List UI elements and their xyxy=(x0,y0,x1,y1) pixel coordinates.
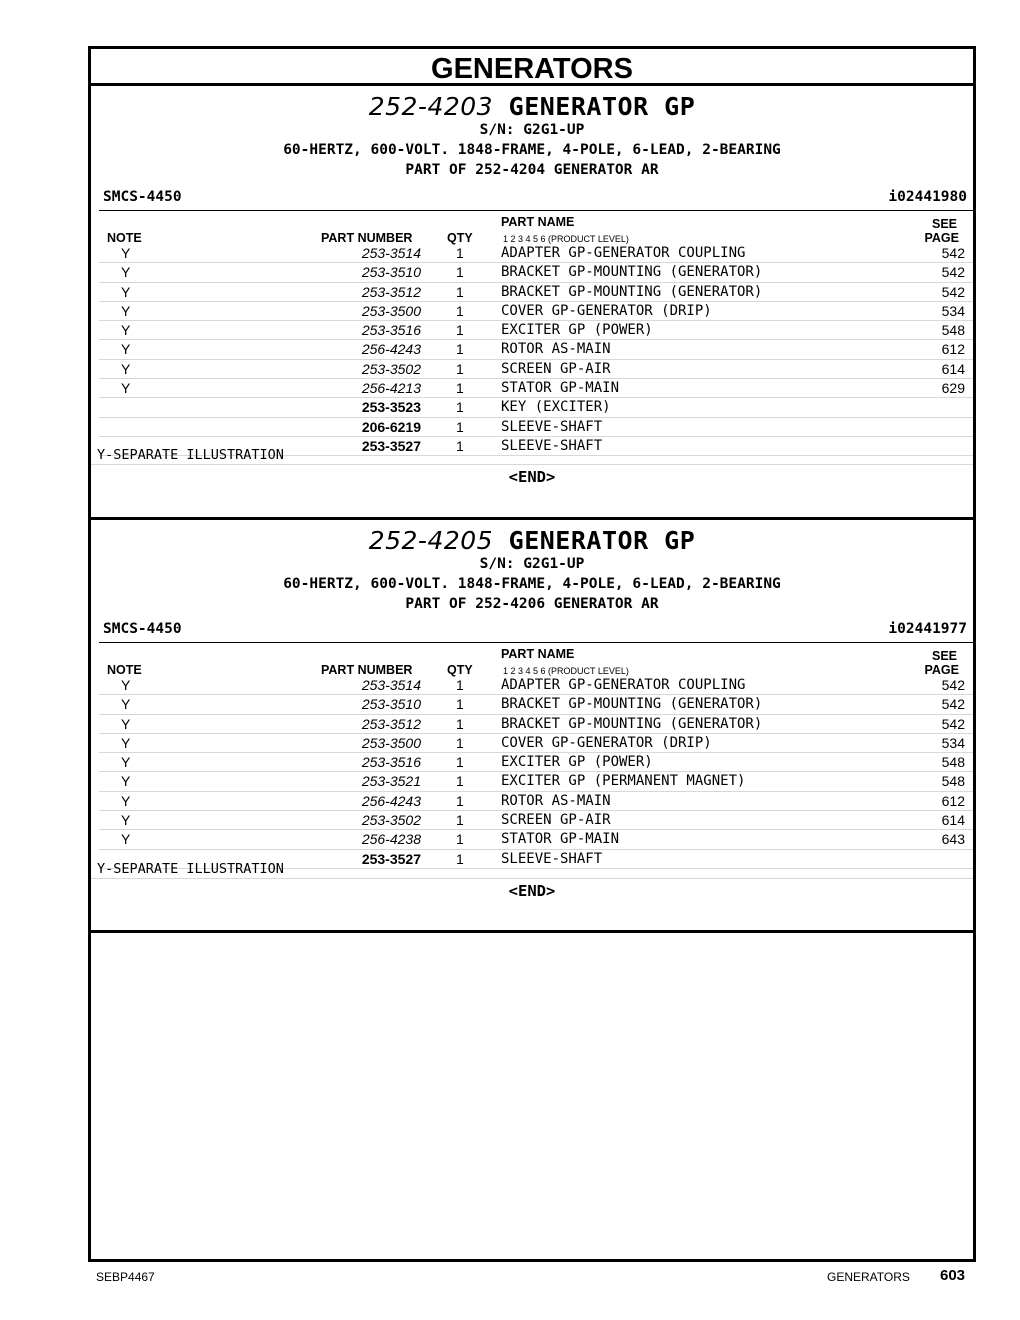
note-cell: Y xyxy=(121,380,131,397)
part-name-cell: BRACKET GP-MOUNTING (GENERATOR) xyxy=(501,264,763,281)
table-row xyxy=(99,321,973,340)
part-number-cell: 253-3502 xyxy=(361,812,421,829)
qty-cell: 1 xyxy=(456,734,464,751)
end-marker: <END> xyxy=(508,882,556,900)
smcs-code: SMCS-4450 xyxy=(103,621,182,637)
table-row xyxy=(99,379,973,398)
part-name-cell: COVER GP-GENERATOR (DRIP) xyxy=(501,734,712,751)
document-id: SEBP4467 xyxy=(96,1270,155,1284)
qty-cell: 1 xyxy=(456,322,464,339)
header-see: SEE xyxy=(931,649,957,663)
qty-cell: 1 xyxy=(456,715,464,732)
table-row xyxy=(99,830,973,849)
part-number-cell: 253-3516 xyxy=(361,322,421,339)
header-qty: QTY xyxy=(447,663,473,677)
header-see: SEE xyxy=(931,217,957,231)
group-number: 252-4203 xyxy=(368,92,494,121)
see-page-cell: 542 xyxy=(941,696,965,713)
table-row xyxy=(99,792,973,811)
part-number-cell: 253-3510 xyxy=(361,696,421,713)
group-section-1 xyxy=(91,86,973,520)
part-name-cell: SLEEVE-SHAFT xyxy=(501,418,603,435)
footnote xyxy=(91,860,973,879)
see-page-cell: 614 xyxy=(941,812,965,829)
group-spec: 60-HERTZ, 600-VOLT. 1848-FRAME, 4-POLE, 6-LEAD, 2-BEARING xyxy=(283,142,781,158)
see-page-cell: 542 xyxy=(941,677,965,693)
group-title xyxy=(91,92,973,121)
note-cell: Y xyxy=(121,360,131,377)
header-part-name: PART NAME xyxy=(501,647,575,661)
part-number-cell: 253-3500 xyxy=(361,734,421,751)
part-number-cell: 253-3514 xyxy=(361,245,421,261)
part-number-cell: 253-3521 xyxy=(361,773,421,790)
part-name-cell: KEY (EXCITER) xyxy=(501,399,611,416)
table-header xyxy=(99,210,973,245)
see-page-cell: 548 xyxy=(941,754,965,771)
qty-cell: 1 xyxy=(456,302,464,319)
header-part-number: PART NUMBER xyxy=(321,663,413,677)
see-page-cell: 612 xyxy=(941,792,965,809)
note-cell: Y xyxy=(121,792,131,809)
qty-cell: 1 xyxy=(456,773,464,790)
header-note: NOTE xyxy=(107,231,142,245)
note-cell: Y xyxy=(121,734,131,751)
table-row xyxy=(99,695,973,714)
part-number-cell: 253-3514 xyxy=(361,677,421,693)
see-page-cell: 548 xyxy=(941,322,965,339)
part-number-cell: 253-3500 xyxy=(361,302,421,319)
qty-cell: 1 xyxy=(456,380,464,397)
part-name-cell: SCREEN GP-AIR xyxy=(501,360,611,377)
end-marker: <END> xyxy=(508,468,556,486)
group-name: GENERATOR GP xyxy=(508,526,696,555)
footnote-text: Y-SEPARATE ILLUSTRATION xyxy=(97,447,284,463)
part-name-cell: STATOR GP-MAIN xyxy=(501,380,620,397)
note-cell: Y xyxy=(121,322,131,339)
qty-cell: 1 xyxy=(456,283,464,300)
parts-table xyxy=(99,676,973,869)
serial-number: S/N: G2G1-UP xyxy=(479,122,585,138)
qty-cell: 1 xyxy=(456,677,464,693)
part-number-cell: 253-3510 xyxy=(361,264,421,281)
header-page: PAGE xyxy=(924,663,959,677)
table-row xyxy=(99,418,973,437)
illustration-ref: i02441977 xyxy=(888,621,967,637)
header-product-levels: 1 2 3 4 5 6 (PRODUCT LEVEL) xyxy=(503,234,629,244)
see-page-cell: 614 xyxy=(941,360,965,377)
illustration-ref: i02441980 xyxy=(888,189,967,205)
qty-cell: 1 xyxy=(456,418,464,435)
part-name-cell: COVER GP-GENERATOR (DRIP) xyxy=(501,302,712,319)
footnote xyxy=(91,446,973,465)
part-number-cell: 253-3516 xyxy=(361,754,421,771)
group-title xyxy=(91,526,973,555)
note-cell: Y xyxy=(121,696,131,713)
part-number-cell: 253-3512 xyxy=(361,283,421,300)
serial-number: S/N: G2G1-UP xyxy=(479,556,585,572)
table-row xyxy=(99,263,973,282)
group-spec: 60-HERTZ, 600-VOLT. 1848-FRAME, 4-POLE, 6-LEAD, 2-BEARING xyxy=(283,576,781,592)
header-page: PAGE xyxy=(924,231,959,245)
qty-cell: 1 xyxy=(456,245,464,261)
see-page-cell: 542 xyxy=(941,245,965,261)
part-number-cell: 256-4213 xyxy=(361,380,421,397)
page-frame xyxy=(88,46,976,1262)
part-name-cell: STATOR GP-MAIN xyxy=(501,831,620,848)
note-cell: Y xyxy=(121,302,131,319)
footnote-text: Y-SEPARATE ILLUSTRATION xyxy=(97,861,284,877)
part-number-cell: 206-6219 xyxy=(361,418,421,435)
part-number-cell: 253-3523 xyxy=(361,399,421,416)
qty-cell: 1 xyxy=(456,437,464,454)
qty-cell: 1 xyxy=(456,831,464,848)
see-page-cell: 612 xyxy=(941,341,965,358)
note-cell: Y xyxy=(121,812,131,829)
table-row xyxy=(99,340,973,359)
see-page-cell: 629 xyxy=(941,380,965,397)
note-cell: Y xyxy=(121,677,131,693)
part-name-cell: ADAPTER GP-GENERATOR COUPLING xyxy=(501,245,746,261)
smcs-code: SMCS-4450 xyxy=(103,189,182,205)
table-row xyxy=(99,772,973,791)
qty-cell: 1 xyxy=(456,399,464,416)
header-product-levels: 1 2 3 4 5 6 (PRODUCT LEVEL) xyxy=(503,666,629,676)
part-name-cell: ADAPTER GP-GENERATOR COUPLING xyxy=(501,677,746,693)
table-row xyxy=(99,753,973,772)
page-title: GENERATORS xyxy=(91,49,973,86)
footer-section-name: GENERATORS xyxy=(827,1270,910,1284)
table-row xyxy=(99,811,973,830)
part-name-cell: EXCITER GP (POWER) xyxy=(501,322,653,339)
part-name-cell: SCREEN GP-AIR xyxy=(501,812,611,829)
table-row xyxy=(99,715,973,734)
part-number-cell: 256-4243 xyxy=(361,341,421,358)
qty-cell: 1 xyxy=(456,792,464,809)
part-name-cell: ROTOR AS-MAIN xyxy=(501,341,611,358)
part-number-cell: 253-3527 xyxy=(361,437,421,454)
see-page-cell: 534 xyxy=(941,302,965,319)
see-page-cell: 542 xyxy=(941,283,965,300)
note-cell: Y xyxy=(121,283,131,300)
see-page-cell: 534 xyxy=(941,734,965,751)
group-number: 252-4205 xyxy=(368,526,494,555)
see-page-cell: 542 xyxy=(941,264,965,281)
note-cell: Y xyxy=(121,754,131,771)
table-row xyxy=(99,283,973,302)
part-number-cell: 253-3512 xyxy=(361,715,421,732)
qty-cell: 1 xyxy=(456,850,464,867)
see-page-cell: 548 xyxy=(941,773,965,790)
header-note: NOTE xyxy=(107,663,142,677)
part-of: PART OF 252-4204 GENERATOR AR xyxy=(405,162,659,178)
part-name-cell: ROTOR AS-MAIN xyxy=(501,792,611,809)
table-row xyxy=(99,734,973,753)
qty-cell: 1 xyxy=(456,696,464,713)
table-row xyxy=(99,302,973,321)
part-number-cell: 253-3502 xyxy=(361,360,421,377)
note-cell: Y xyxy=(121,245,131,261)
part-name-cell: BRACKET GP-MOUNTING (GENERATOR) xyxy=(501,715,763,732)
qty-cell: 1 xyxy=(456,341,464,358)
header-part-name: PART NAME xyxy=(501,215,575,229)
part-number-cell: 253-3527 xyxy=(361,850,421,867)
table-row xyxy=(99,244,973,263)
qty-cell: 1 xyxy=(456,812,464,829)
group-name: GENERATOR GP xyxy=(508,92,696,121)
page-number: 603 xyxy=(940,1267,966,1284)
header-part-number: PART NUMBER xyxy=(321,231,413,245)
part-name-cell: BRACKET GP-MOUNTING (GENERATOR) xyxy=(501,696,763,713)
header-qty: QTY xyxy=(447,231,473,245)
parts-table xyxy=(99,244,973,456)
note-cell: Y xyxy=(121,715,131,732)
part-name-cell: SLEEVE-SHAFT xyxy=(501,850,603,867)
part-number-cell: 256-4243 xyxy=(361,792,421,809)
part-of: PART OF 252-4206 GENERATOR AR xyxy=(405,596,659,612)
note-cell: Y xyxy=(121,264,131,281)
qty-cell: 1 xyxy=(456,264,464,281)
group-section-2 xyxy=(91,520,973,933)
note-cell: Y xyxy=(121,831,131,848)
qty-cell: 1 xyxy=(456,754,464,771)
part-name-cell: BRACKET GP-MOUNTING (GENERATOR) xyxy=(501,283,763,300)
table-row xyxy=(99,360,973,379)
part-number-cell: 256-4238 xyxy=(361,831,421,848)
note-cell: Y xyxy=(121,773,131,790)
part-name-cell: EXCITER GP (PERMANENT MAGNET) xyxy=(501,773,746,790)
see-page-cell: 643 xyxy=(941,831,965,848)
part-name-cell: EXCITER GP (POWER) xyxy=(501,754,653,771)
part-name-cell: SLEEVE-SHAFT xyxy=(501,437,603,454)
table-header xyxy=(99,642,973,677)
qty-cell: 1 xyxy=(456,360,464,377)
see-page-cell: 542 xyxy=(941,715,965,732)
table-row xyxy=(99,398,973,417)
table-row xyxy=(99,676,973,695)
note-cell: Y xyxy=(121,341,131,358)
